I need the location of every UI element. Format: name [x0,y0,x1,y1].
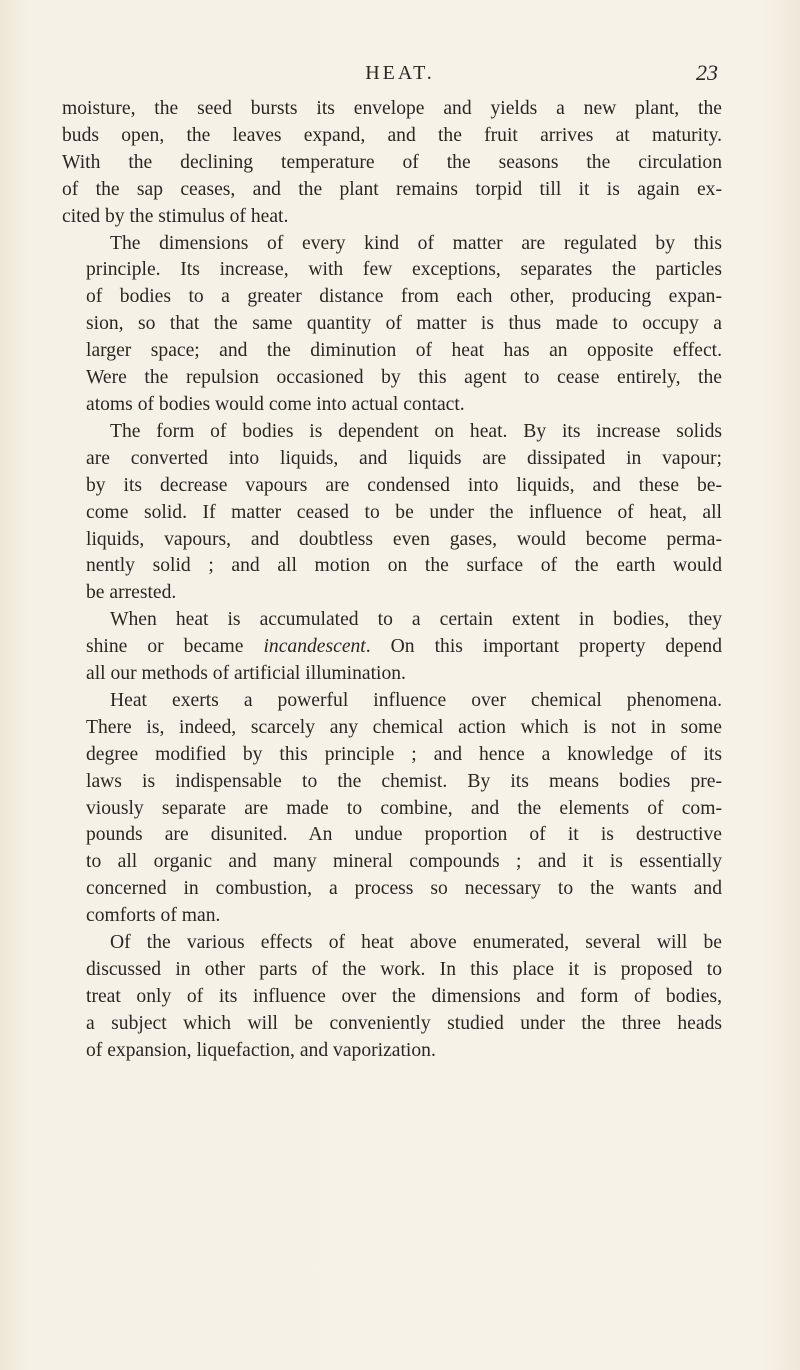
text-line: sion, so that the same quantity of matter is thus made to occupy a [86,313,722,335]
text-line: There is, indeed, scarcely any chemical action which is not in some [86,716,722,738]
text-segment: shine or became [86,636,264,658]
paragraph-5 [62,688,722,930]
text-line: come solid. If matter ceased to be under the influence of heat, all [86,501,722,523]
text-line: be arrested. [86,582,177,604]
text-line: of the sap ceases, and the plant remains torpid till it is again ex- [62,178,722,200]
text-line: liquids, vapours, and doubtless even gases, would become perma- [86,528,722,550]
paragraph-6 [62,930,722,1065]
paragraph-2 [62,231,722,419]
text-line: atoms of bodies would come into actual contact. [86,393,465,415]
paragraph-3 [62,419,722,607]
text-line: Were the repulsion occasioned by this agent to cease entirely, the [86,367,722,389]
text-line: by its decrease vapours are condensed into liquids, and these be- [86,474,722,496]
text-line [62,634,722,661]
text-line: concerned in combustion, a process so necessary to the wants and [86,878,722,900]
text-segment: . On this important property depend [365,636,722,658]
text-line: nently solid ; and all motion on the surface of the earth would [86,555,722,577]
text-line: With the declining temperature of the seasons the circulation [62,151,722,173]
text-line: Of the various effects of heat above enumerated, several will be [110,932,722,954]
text-line: are converted into liquids, and liquids are dissipated in vapour; [86,447,722,469]
text-line: treat only of its influence over the dimensions and form of bodies, [86,985,722,1007]
text-line: a subject which will be conveniently studied under the three heads [86,1012,722,1034]
text-line: comforts of man. [86,905,221,927]
text-line: viously separate are made to combine, and the elements of com- [86,797,722,819]
text-line: The dimensions of every kind of matter are regulated by this [110,232,722,254]
italic-term: incandescent [263,636,366,658]
text-line: pounds are disunited. An undue proportion of it is destructive [86,824,722,846]
text-line: laws is indispensable to the chemist. By its means bodies pre- [86,770,722,792]
text-line: of bodies to a greater distance from each other, producing expan- [86,286,722,308]
text-line: larger space; and the diminution of heat has an opposite effect. [86,340,722,362]
text-line: all our methods of artificial illumination. [86,663,406,685]
text-line: principle. Its increase, with few exceptions, separates the particles [86,259,722,281]
text-line: buds open, the leaves expand, and the fruit arrives at maturity. [62,124,722,146]
text-line: Heat exerts a powerful influence over chemical phenomena. [110,689,722,711]
paragraph-1 [62,96,722,231]
text-line: discussed in other parts of the work. In this place it is proposed to [86,959,722,980]
text-line: degree modified by this principle ; and hence a knowledge of its [86,743,722,765]
paragraph-4 [62,607,722,688]
running-head [82,58,718,88]
text-line: moisture, the seed bursts its envelope and yields a new plant, the [62,98,722,119]
text-line: to all organic and many mineral compounds ; and it is essentially [86,851,722,873]
text-line: of expansion, liquefaction, and vaporization. [86,1039,436,1061]
page-number: 23 [696,60,718,85]
text-line: The form of bodies is dependent on heat. By its increase solids [110,420,722,442]
body-text [62,96,722,1065]
text-line: cited by the stimulus of heat. [62,205,289,227]
chapter-title: HEAT. [365,62,435,84]
text-line: When heat is accumulated to a certain extent in bodies, they [110,609,722,631]
